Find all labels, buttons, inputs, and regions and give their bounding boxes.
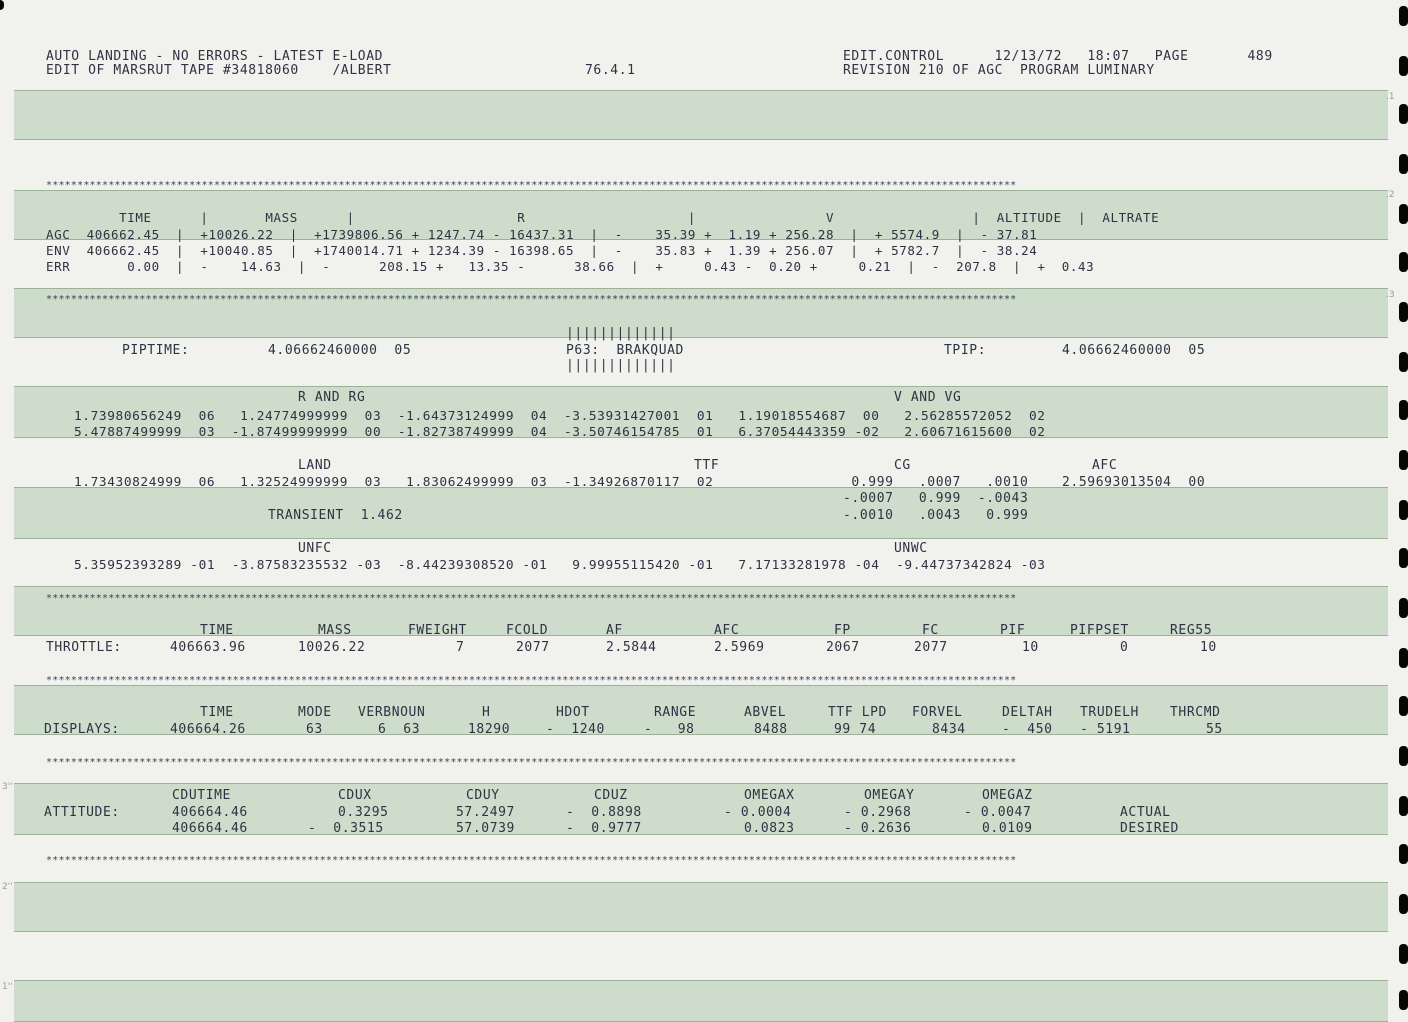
feed-hole — [1399, 894, 1408, 914]
attitude-value-cduz: - 0.9777 — [566, 821, 642, 836]
feed-hole — [1399, 990, 1408, 1010]
throttle-value: 2067 — [826, 640, 860, 655]
vector-row-1: 1.73980656249 06 1.24774999999 03 -1.64373124999 04 -3.53931427001 01 1.19018554687 00 2.56285572052 02 — [74, 409, 1046, 424]
feed-hole — [1399, 944, 1408, 964]
feed-hole — [1399, 204, 1408, 224]
tpip-value: 4.06662460000 05 — [1062, 343, 1206, 358]
mode-bars-top: ||||||||||||| — [566, 326, 676, 341]
land-label: LAND — [298, 458, 332, 473]
feed-hole — [1399, 844, 1408, 864]
attitude-value-cdux: - 0.3515 — [308, 821, 384, 836]
vector-row-2: 5.47887499999 03 -1.87499999999 00 -1.82738749999 04 -3.50746154785 01 6.37054443359 -02 2.60671615600 02 — [74, 425, 1046, 440]
throttle-value: 0 — [1120, 640, 1129, 655]
margin-mark: .2 — [1386, 190, 1395, 200]
land-row: 1.73430824999 06 1.32524999999 03 1.83062499999 03 -1.34926870117 02 — [74, 475, 714, 490]
display-header: TIME — [200, 705, 234, 720]
attitude-header: CDUTIME — [172, 788, 231, 803]
feed-hole — [1399, 746, 1408, 766]
cg-row-3: -.0010 .0043 0.999 — [843, 508, 1029, 523]
attitude-value-omy: - 0.2968 — [844, 805, 912, 820]
feed-hole — [1399, 450, 1408, 470]
throttle-header: AF — [606, 623, 623, 638]
header-revision: REVISION 210 OF AGC PROGRAM LUMINARY — [843, 63, 1155, 78]
display-header: RANGE — [654, 705, 697, 720]
ttf-label: TTF — [694, 458, 720, 473]
throttle-header: AFC — [714, 623, 740, 638]
attitude-header: OMEGAZ — [982, 788, 1033, 803]
feed-hole-left — [0, 0, 4, 10]
feed-hole — [1399, 252, 1408, 272]
display-value: 55 — [1206, 722, 1223, 737]
program-mode: P63: BRAKQUAD — [566, 343, 684, 358]
display-value: 6 63 — [378, 722, 421, 737]
display-value: 406664.26 — [170, 722, 246, 737]
attitude-header: OMEGAX — [744, 788, 795, 803]
attitude-header: CDUX — [338, 788, 372, 803]
attitude-value-cduy: 57.0739 — [456, 821, 515, 836]
unfc-label: UNFC — [298, 541, 332, 556]
attitude-value-omy: - 0.2636 — [844, 821, 912, 836]
separator: ************************************************************************************************************************************************************ — [46, 855, 1017, 866]
throttle-value: 2.5969 — [714, 640, 765, 655]
attitude-label: ATTITUDE: — [44, 805, 120, 820]
display-header: DELTAH — [1002, 705, 1053, 720]
margin-mark: 2'' — [2, 882, 13, 892]
throttle-label: THROTTLE: — [46, 640, 122, 655]
separator: ************************************************************************************************************************************************************ — [46, 757, 1017, 768]
feed-hole — [1399, 400, 1408, 420]
display-header: MODE — [298, 705, 332, 720]
attitude-value-omz: 0.0109 — [982, 821, 1033, 836]
display-value: - 98 — [644, 722, 695, 737]
piptime-value: 4.06662460000 05 — [268, 343, 412, 358]
separator: ************************************************************************************************************************************************************ — [46, 180, 1017, 191]
header-subtitle: EDIT OF MARSRUT TAPE #34818060 /ALBERT — [46, 63, 392, 78]
margin-mark: .1 — [1386, 92, 1395, 102]
throttle-header: PIFPSET — [1070, 623, 1129, 638]
display-value: - 1240 — [546, 722, 605, 737]
attitude-value-tag: DESIRED — [1120, 821, 1179, 836]
unwc-label: UNWC — [894, 541, 928, 556]
separator: ************************************************************************************************************************************************************ — [46, 294, 1017, 305]
separator: ************************************************************************************************************************************************************ — [46, 675, 1017, 686]
unit-row: 5.35952393289 -01 -3.87583235532 -03 -8.44239308520 -01 9.99955115420 -01 7.17133281978 -04 -9.44737342824 -03 — [74, 558, 1046, 573]
throttle-value: 10026.22 — [298, 640, 366, 655]
header-control: EDIT.CONTROL 12/13/72 18:07 PAGE 489 — [843, 49, 1273, 64]
attitude-header: CDUY — [466, 788, 500, 803]
feed-hole — [1399, 302, 1408, 322]
attitude-value-time: 406664.46 — [172, 805, 248, 820]
display-value: - 5191 — [1080, 722, 1131, 737]
attitude-header: OMEGAY — [864, 788, 915, 803]
display-value: 63 — [306, 722, 323, 737]
throttle-header: FWEIGHT — [408, 623, 467, 638]
throttle-value: 10 — [1200, 640, 1217, 655]
throttle-value: 10 — [1022, 640, 1039, 655]
state-row-agc: AGC 406662.45 | +10026.22 | +1739806.56 + 1247.74 - 16437.31 | - 35.39 + 1.19 + 256.28 | + 5574.9 | - 37.81 — [46, 227, 1038, 242]
throttle-header: FC — [922, 623, 939, 638]
attitude-value-cdux: 0.3295 — [338, 805, 389, 820]
display-header: TRUDELH — [1080, 705, 1139, 720]
paper-band — [14, 980, 1388, 1022]
afc-label: AFC — [1092, 458, 1118, 473]
throttle-header: MASS — [318, 623, 352, 638]
cg-label: CG — [894, 458, 911, 473]
transient: TRANSIENT 1.462 — [268, 508, 403, 523]
display-value: 8434 — [932, 722, 966, 737]
feed-hole — [1399, 696, 1408, 716]
throttle-header: PIF — [1000, 623, 1026, 638]
throttle-value: 406663.96 — [170, 640, 246, 655]
throttle-header: TIME — [200, 623, 234, 638]
state-row-err: ERR 0.00 | - 14.63 | - 208.15 + 13.35 - 38.66 | + 0.43 - 0.20 + 0.21 | - 207.8 | + 0.43 — [46, 259, 1095, 274]
paper-band — [14, 882, 1388, 932]
attitude-value-omx: - 0.0004 — [724, 805, 792, 820]
throttle-value: 2077 — [516, 640, 550, 655]
feed-hole — [1399, 796, 1408, 816]
v-vg-label: V AND VG — [894, 390, 962, 405]
cg-row-1: 0.999 .0007 .0010 — [843, 475, 1029, 490]
cg-row-2: -.0007 0.999 -.0043 — [843, 491, 1029, 506]
feed-hole — [1399, 6, 1408, 26]
state-row-env: ENV 406662.45 | +10040.85 | +1740014.71 + 1234.39 - 16398.65 | - 35.83 + 1.39 + 256.07 | + 5782.7 | - 38.24 — [46, 243, 1038, 258]
throttle-value: 2.5844 — [606, 640, 657, 655]
throttle-header: FCOLD — [506, 623, 549, 638]
tpip-label: TPIP: — [944, 343, 987, 358]
attitude-value-time: 406664.46 — [172, 821, 248, 836]
feed-hole — [1399, 104, 1408, 124]
attitude-value-cduy: 57.2497 — [456, 805, 515, 820]
feed-hole — [1399, 154, 1408, 174]
displays-label: DISPLAYS: — [44, 722, 120, 737]
display-value: 8488 — [754, 722, 788, 737]
feed-hole — [1399, 598, 1408, 618]
header-version: 76.4.1 — [585, 63, 636, 78]
attitude-value-omz: - 0.0047 — [964, 805, 1032, 820]
feed-hole — [1399, 648, 1408, 668]
display-value: 99 74 — [834, 722, 877, 737]
header-title: AUTO LANDING - NO ERRORS - LATEST E-LOAD — [46, 49, 384, 64]
paper-band — [14, 90, 1388, 140]
display-header: THRCMD — [1170, 705, 1221, 720]
attitude-value-omx: 0.0823 — [744, 821, 795, 836]
feed-hole — [1399, 548, 1408, 568]
feed-hole — [1399, 352, 1408, 372]
display-header: H — [482, 705, 491, 720]
afc-value: 2.59693013504 00 — [1062, 475, 1206, 490]
separator: ************************************************************************************************************************************************************ — [46, 593, 1017, 604]
display-header: ABVEL — [744, 705, 787, 720]
feed-hole — [1399, 56, 1408, 76]
display-header: HDOT — [556, 705, 590, 720]
r-rg-label: R AND RG — [298, 390, 366, 405]
attitude-header: CDUZ — [594, 788, 628, 803]
throttle-header: FP — [834, 623, 851, 638]
margin-mark: 3'' — [2, 782, 13, 792]
margin-mark: 1'' — [2, 982, 13, 992]
throttle-header: REG55 — [1170, 623, 1213, 638]
paper-band — [14, 487, 1388, 539]
attitude-value-tag: ACTUAL — [1120, 805, 1171, 820]
mode-bars-bottom: ||||||||||||| — [566, 358, 676, 373]
display-value: - 450 — [1002, 722, 1053, 737]
display-header: VERBNOUN — [358, 705, 426, 720]
throttle-value: 7 — [456, 640, 465, 655]
display-header: FORVEL — [912, 705, 963, 720]
piptime-label: PIPTIME: — [122, 343, 190, 358]
throttle-value: 2077 — [914, 640, 948, 655]
feed-hole — [1399, 500, 1408, 520]
state-table-header: TIME | MASS | R | V | ALTITUDE | ALTRATE — [46, 210, 1160, 225]
display-value: 18290 — [468, 722, 511, 737]
margin-mark: .3 — [1386, 290, 1395, 300]
display-header: TTF LPD — [828, 705, 887, 720]
attitude-value-cduz: - 0.8898 — [566, 805, 642, 820]
